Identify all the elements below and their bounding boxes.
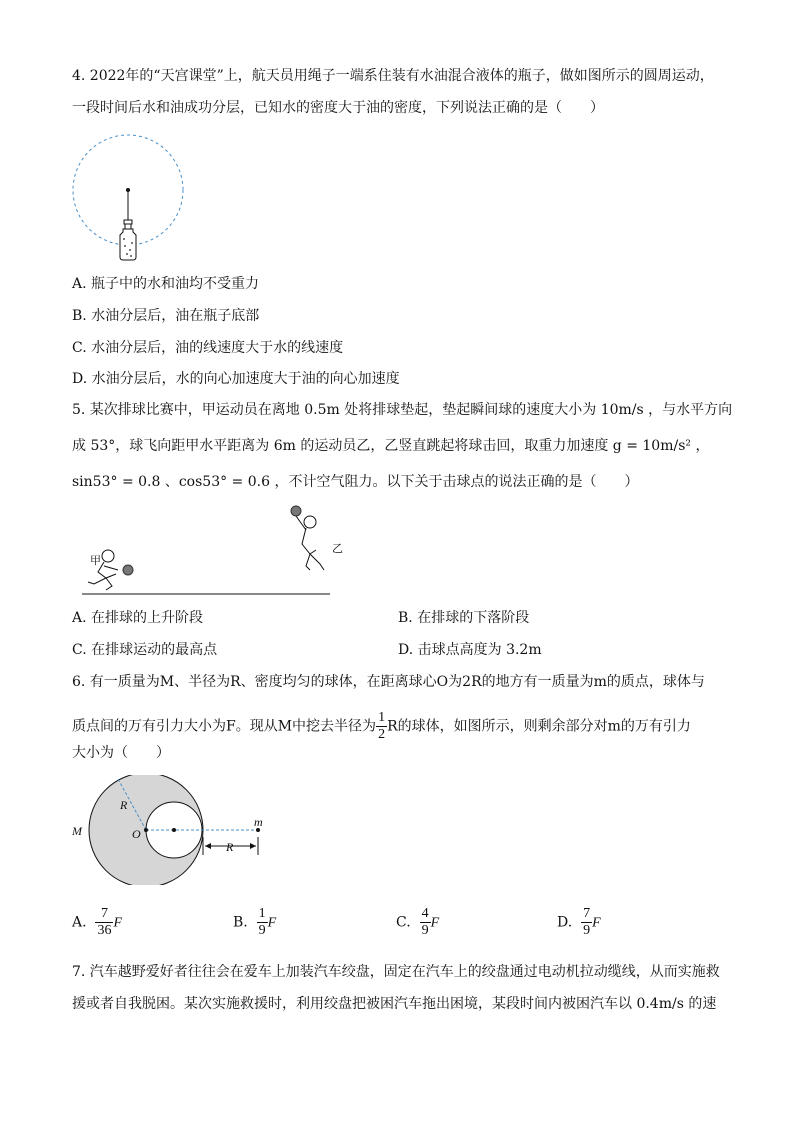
label-yi: 乙	[332, 543, 343, 555]
option-variable: F	[592, 915, 601, 931]
fraction-half	[376, 710, 387, 743]
q4-stem-line1: 4. 2022年的“天宫课堂”上，航天员用绳子一端系住装有水油混合液体的瓶子，做如图所示的圆周运动，	[72, 68, 714, 84]
label-r2: R	[226, 840, 234, 854]
q4-figure	[70, 134, 190, 274]
q5-option-c: C. 在排球运动的最高点	[72, 642, 218, 658]
bottle-cap	[124, 220, 132, 224]
option-letter: A.	[72, 914, 87, 931]
label-jia: 甲	[90, 555, 101, 567]
q6-option-c	[396, 906, 439, 939]
option-letter: B.	[233, 914, 248, 931]
center-o	[144, 828, 148, 832]
fraction-numerator: 7	[583, 906, 591, 921]
q6-stem-line3: 大小为（ ）	[72, 745, 170, 761]
label-o: O	[132, 827, 141, 841]
q5-stem-line3: sin53° = 0.8 、cos53° = 0.6 ，不计空气阻力。以下关于击球点的说法正确的是（ ）	[72, 474, 639, 490]
q4-option-c: C. 水油分层后，油的线速度大于水的线速度	[72, 340, 344, 356]
label-big-m: M	[72, 824, 82, 838]
fraction-denominator: 9	[421, 923, 429, 938]
q5-option-d: D. 击球点高度为 3.2m	[398, 642, 542, 658]
q5-stem-line2: 成 53°，球飞向距甲水平距离为 6m 的运动员乙，乙竖直跳起将球击回，取重力加速度 g = 10m/s² ，	[72, 438, 710, 454]
fraction-denominator: 9	[583, 923, 591, 938]
q6-stem-line1: 6. 有一质量为M、半径为R、密度均匀的球体，在距离球心O为2R的地方有一质量为m的质点，球体与	[72, 674, 705, 690]
q6-option-b	[233, 906, 276, 939]
q5-stem-line1: 5. 某次排球比赛中，甲运动员在离地 0.5m 处将排球垫起，垫起瞬间球的速度大小为 10m/s ，与水平方向	[72, 402, 733, 418]
fraction-numerator: 7	[95, 906, 113, 923]
q5-option-b: B. 在排球的下落阶段	[398, 610, 530, 626]
fraction-numerator: 1	[378, 710, 386, 725]
option-variable: F	[430, 915, 440, 931]
q4-option-a: A. 瓶子中的水和油均不受重力	[72, 276, 260, 292]
q4-option-d: D. 水油分层后，水的向心加速度大于油的向心加速度	[72, 371, 400, 387]
label-small-m: m	[254, 815, 263, 829]
q4-option-b: B. 水油分层后，油在瓶子底部	[72, 308, 260, 324]
q6-stem-line2	[72, 710, 691, 743]
q6-option-d	[557, 906, 601, 939]
q7-stem-line2: 援或者自我脱困。某次实施救援时，利用绞盘把被困汽车拖出困境，某段时间内被困汽车以 0.4m/s 的速	[72, 996, 717, 1012]
q5-option-a: A. 在排球的上升阶段	[72, 610, 204, 626]
fraction-denominator: 9	[258, 923, 266, 938]
player-yi	[296, 516, 324, 570]
q6-figure	[66, 775, 276, 885]
q7-stem-line1: 7. 汽车越野爱好者往往会在爱车上加装汽车绞盘，固定在汽车上的绞盘通过电动机拉动缆线，从而实施救	[72, 964, 720, 980]
fraction-denominator: 2	[378, 727, 386, 742]
fraction-denominator: 36	[97, 923, 112, 938]
q4-stem-line2: 一段时间后水和油成功分层，已知水的密度大于油的密度，下列说法正确的是（ ）	[72, 100, 604, 116]
option-letter: D.	[557, 914, 573, 931]
q6-stem-line2a: 质点间的万有引力大小为F。现从M中挖去半径为	[72, 718, 377, 735]
volleyball-jia	[123, 565, 133, 575]
center-cavity	[172, 828, 176, 832]
option-variable: F	[113, 915, 123, 931]
q5-figure	[70, 500, 350, 600]
label-r: R	[120, 798, 128, 812]
fraction-numerator: 1	[258, 906, 266, 921]
option-variable: F	[267, 915, 277, 931]
option-letter: C.	[396, 914, 411, 931]
fraction-numerator: 4	[421, 906, 429, 921]
q6-stem-line2b: R的球体，如图所示，则剩余部分对m的万有引力	[387, 718, 691, 735]
volleyball-yi	[291, 506, 301, 516]
q6-option-a	[72, 906, 122, 939]
bottle	[120, 229, 136, 260]
